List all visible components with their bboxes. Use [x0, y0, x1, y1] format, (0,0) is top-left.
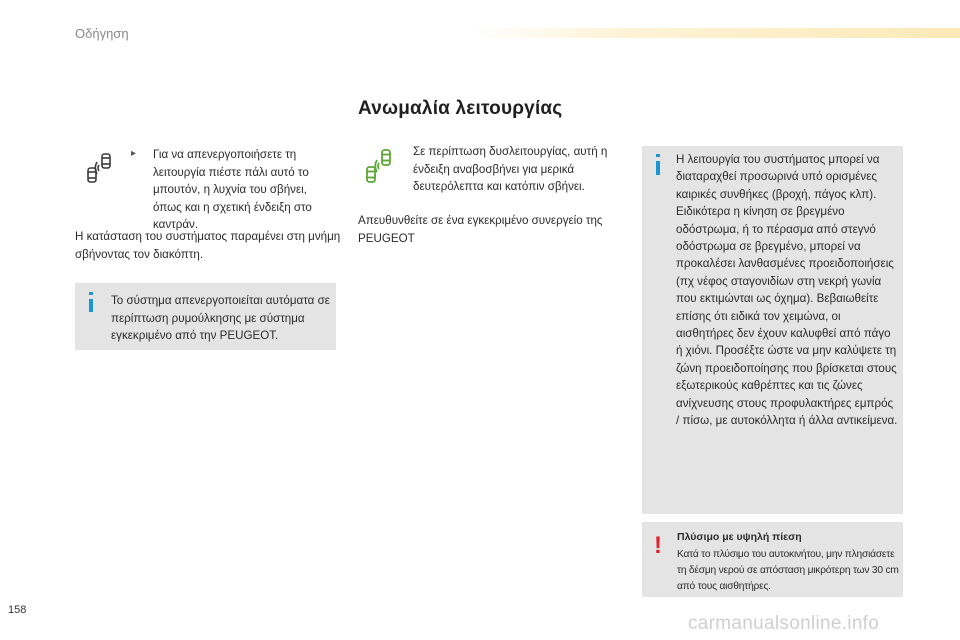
bullet-arrow-icon: ▸ — [131, 148, 137, 159]
warning-exclamation-icon: ! — [654, 532, 662, 559]
right-info-box — [642, 146, 903, 514]
page-number: 158 — [8, 604, 27, 616]
left-paragraph: Η κατάσταση του συστήματος παραμένει στη μνήμη σβήνοντας τον διακόπτη. — [75, 230, 341, 261]
watermark: carmanualsonline.info — [688, 613, 880, 634]
blind-spot-indicator-green-icon — [363, 146, 395, 186]
middle-paragraph-malfunction: Σε περίπτωση δυσλειτουργίας, αυτή η ένδειξη αναβοσβήνει για μερικά δευτερόλεπτα και κατόπιν σβήνει. — [413, 145, 608, 194]
left-bullet-item — [131, 146, 331, 234]
header-decoration-bar — [470, 28, 960, 38]
info-icon-stem — [656, 161, 660, 175]
left-bullet-text: Για να απενεργοποιήσετε τη λειτουργία πιέστε πάλι αυτό το μπουτόν, η λυχνία του σβήνει, όπως και η σχετική ένδειξη στο καντράν. — [153, 148, 312, 232]
warning-text: Κατά το πλύσιμο του αυτοκινήτου, μην πλησιάσετε τη δέσμη νερού σε απόσταση μικρότερη των 30 cm από τους αισθητήρες. — [677, 549, 899, 592]
left-info-text: Το σύστημα απενεργοποιείται αυτόματα σε περίπτωση ρυμούλκησης με σύστημα εγκεκριμένο από την PEUGEOT. — [111, 294, 330, 343]
blind-spot-button-icon — [84, 150, 116, 186]
warning-title: Πλύσιμο με υψηλή πίεση — [677, 531, 802, 543]
left-info-box — [75, 283, 336, 350]
warning-box — [642, 522, 903, 597]
section-title: Ανωμαλία λειτουργίας — [358, 98, 563, 119]
info-icon-stem — [89, 299, 93, 312]
info-icon — [89, 292, 93, 295]
page-header-title: Οδήγηση — [75, 26, 129, 41]
info-icon — [656, 154, 660, 157]
middle-paragraph-dealer: Απευθυνθείτε σε ένα εγκεκριμένο συνεργείο της PEUGEOT — [358, 214, 603, 245]
right-info-text: Η λειτουργία του συστήματος μπορεί να διαταραχθεί προσωρινά υπό ορισμένες καιρικές συνθήκες (βροχή, πάγος κλπ). Ειδικότερα η κίνηση σε βρεγμένο οδόστρωμα, ή το πέρασμα από στεγνό οδόστρωμα σε βρεγμένο, μπορεί να προκαλέσει λανθασμένες προειδοποιήσεις (πχ νέφος σταγονιδίων στη νεκρή γωνία που εκτιμώνται ως όχημα). Βεβαιωθείτε επίσης ότι ειδικά τον χειμώνα, οι αισθητήρες δεν έχουν καλυφθεί από πάγο ή χιόνι. Προσέξτε ώστε να μην καλύψετε τη ζώνη προειδοποίησης που βρίσκεται στους εξωτερικούς καθρέπτες και τις ζώνες ανίχνευσης στους προφυλακτήρες εμπρός / πίσω, με αυτοκόλλητα ή άλλα αντικείμενα. — [676, 153, 898, 428]
